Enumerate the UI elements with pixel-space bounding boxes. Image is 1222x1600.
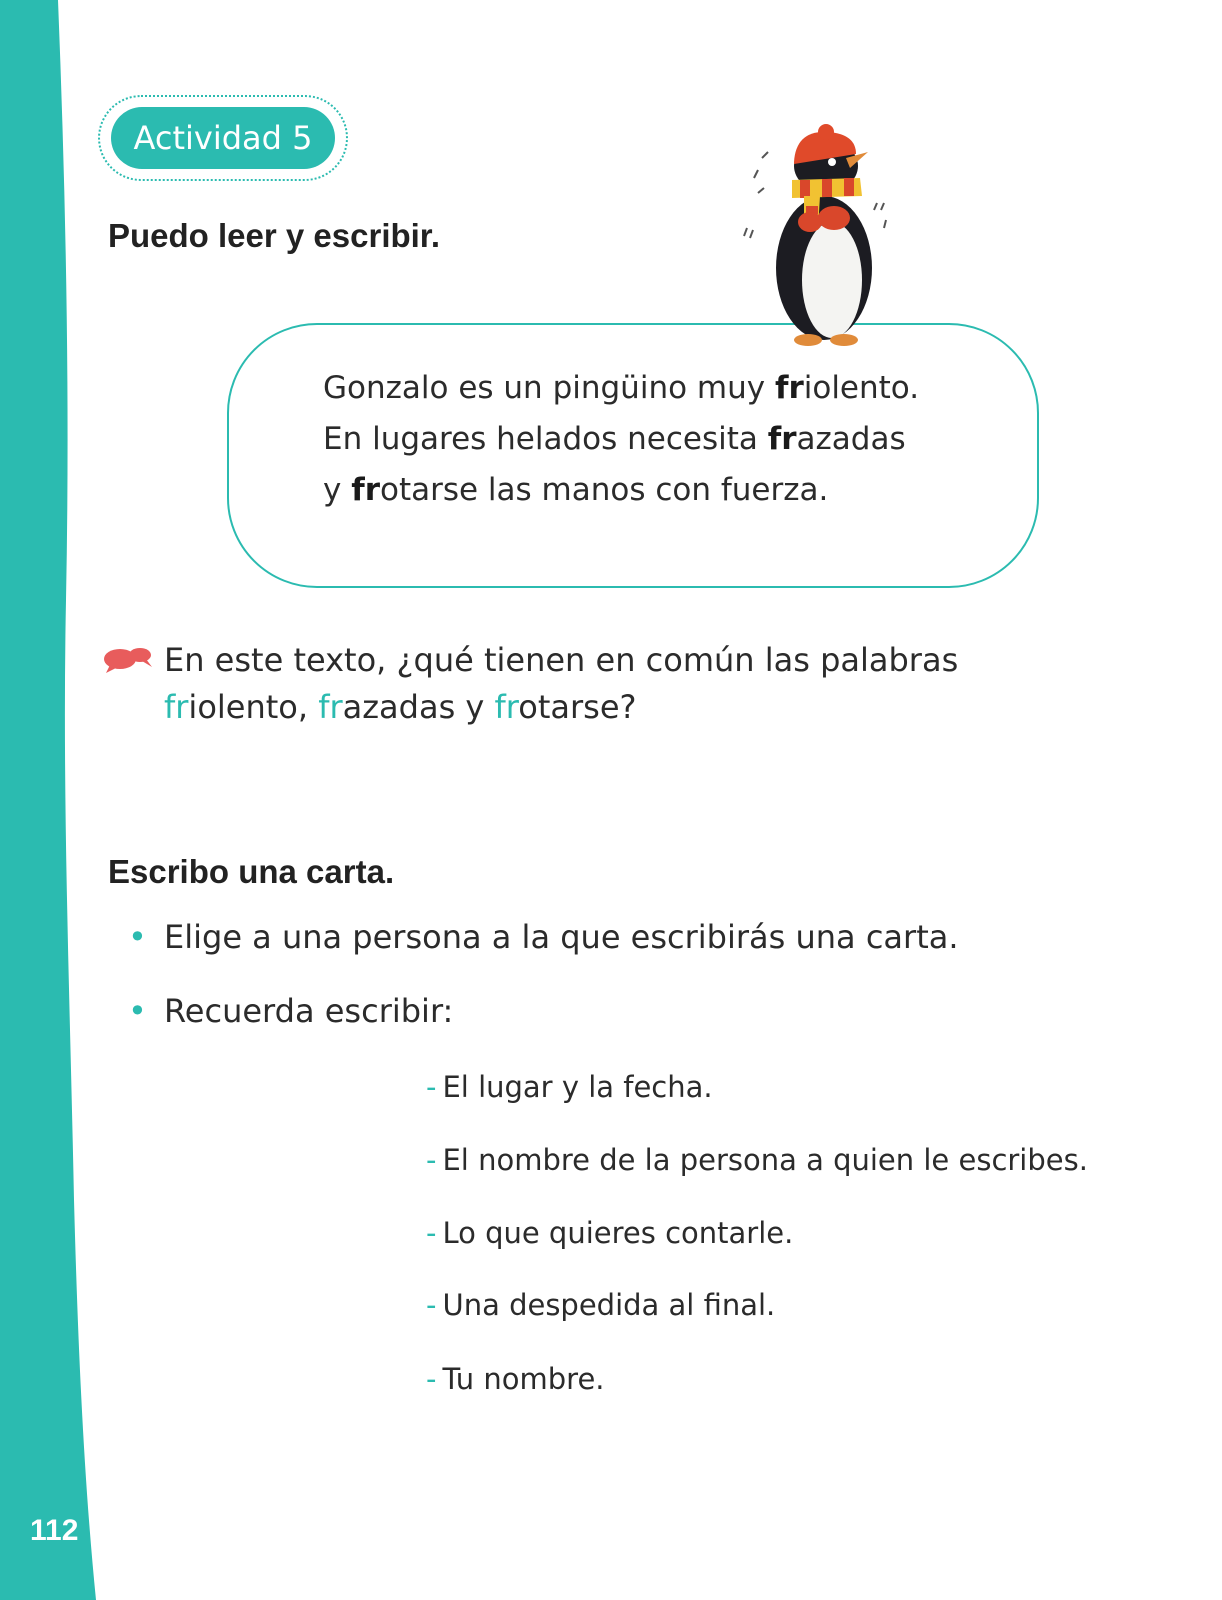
penguin-illustration [734,118,914,358]
list-item: - Una despedida al final. [426,1288,776,1322]
poem-line: Gonzalo es un pingüino muy friolento. [323,370,920,406]
question-line-2: friolento, frazadas y frotarse? [164,688,637,726]
bullet-icon: • [128,918,147,956]
list-item: • Elige a una persona a la que escribirás una carta. [128,918,959,956]
section-heading-read-write: Puedo leer y escribir. [108,217,440,254]
reading-text [323,363,919,516]
section-heading-letter: Escribo una carta. [108,853,395,890]
discussion-question [164,637,958,731]
list-item: - El lugar y la fecha. [426,1070,713,1104]
bullet-icon: • [128,992,147,1030]
page-number: 112 [30,1514,79,1547]
list-item: - El nombre de la persona a quien le escribes. [426,1143,1088,1177]
question-line-1: En este texto, ¿qué tienen en común las palabras [164,641,959,679]
poem-line: y frotarse las manos con fuerza. [323,472,829,508]
poem-line: En lugares helados necesita frazadas [323,421,906,457]
speech-bubbles-icon [102,645,154,675]
list-item: • Recuerda escribir: [128,992,454,1030]
list-item: - Tu nombre. [426,1362,605,1396]
activity-badge [98,95,348,181]
side-band [0,0,110,1600]
list-item: - Lo que quieres contarle. [426,1216,794,1250]
activity-label: Actividad 5 [111,107,335,169]
